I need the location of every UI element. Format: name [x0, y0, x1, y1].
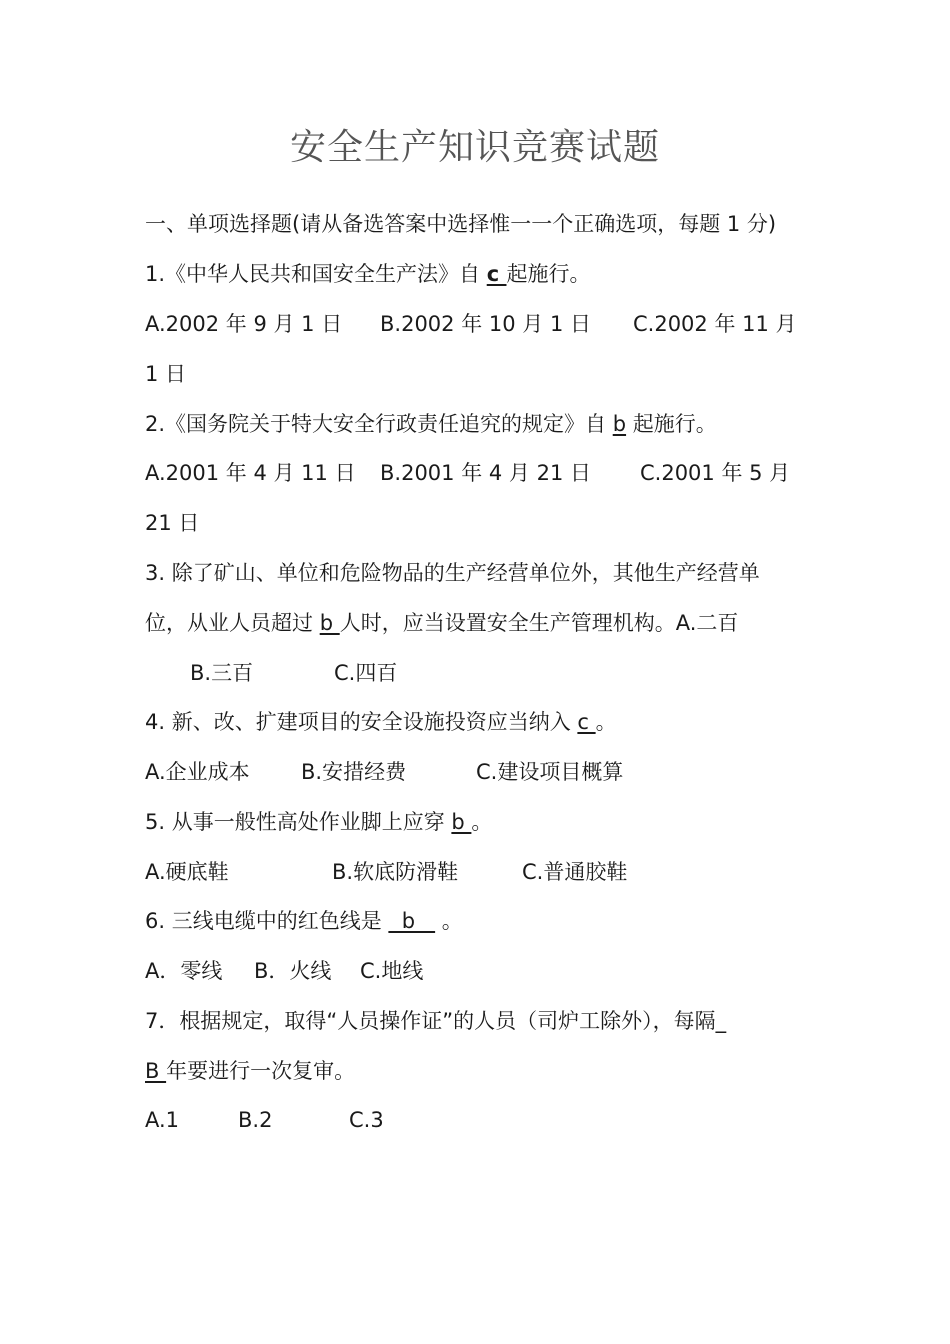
question-4-option-a: A.企业成本	[145, 760, 250, 784]
question-1-option-a: A.2002 年 9 月 1 日	[145, 312, 343, 336]
question-2-option-c-wrap: 21 日	[145, 511, 200, 535]
question-1-stem	[145, 259, 590, 289]
question-1-text: 1.《中华人民共和国安全生产法》自	[145, 262, 487, 286]
question-2-text-end: 起施行。	[626, 412, 717, 436]
question-3-stem-line1: 3. 除了矿山、单位和危险物品的生产经营单位外，其他生产经营单	[145, 561, 760, 585]
question-5-option-b: B.软底防滑鞋	[332, 860, 459, 884]
question-3-stem-line2	[145, 608, 738, 638]
question-1-text-end: 起施行。	[506, 262, 591, 286]
question-7-option-a: A.1	[145, 1108, 180, 1132]
question-4-option-b: B.安措经费	[301, 760, 407, 784]
question-2-option-a: A.2001 年 4 月 11 日	[145, 461, 356, 485]
question-5-text: 5. 从事一般性高处作业脚上应穿	[145, 810, 452, 834]
page-title: 安全生产知识竞赛试题	[289, 127, 660, 168]
question-1-option-b: B.2002 年 10 月 1 日	[380, 312, 591, 336]
question-2-answer: b	[612, 412, 627, 436]
question-2-option-c: C.2001 年 5 月	[640, 461, 791, 485]
question-7-option-c: C.3	[349, 1108, 384, 1132]
question-5-text-end: 。	[471, 810, 493, 834]
question-6-option-c: C.地线	[360, 959, 424, 983]
question-1-option-c-wrap: 1 日	[145, 362, 187, 386]
question-3-option-c: C.四百	[334, 661, 398, 685]
question-7-stem-line2	[145, 1056, 355, 1086]
question-3-answer: b	[319, 611, 340, 635]
question-3-option-b: B.三百	[190, 661, 254, 685]
question-4-text: 4. 新、改、扩建项目的安全设施投资应当纳入	[145, 710, 578, 734]
question-4-text-end: 。	[595, 710, 617, 734]
question-7-option-b: B.2	[238, 1108, 273, 1132]
question-7-text-end: 年要进行一次复审。	[166, 1059, 356, 1083]
question-5-stem	[145, 807, 492, 837]
question-6-option-b: B．火线	[254, 959, 332, 983]
question-6-answer: b	[388, 909, 436, 933]
question-1-answer: c	[486, 262, 507, 286]
question-5-answer: b	[451, 810, 472, 834]
question-3-text-end: 人时，应当设置安全生产管理机构。A.二百	[339, 611, 739, 635]
question-6-option-a: A．零线	[145, 959, 223, 983]
question-7-answer: B	[145, 1059, 167, 1083]
question-4-answer: c	[577, 710, 596, 734]
question-5-option-a: A.硬底鞋	[145, 860, 229, 884]
question-3-text: 位，从业人员超过	[145, 611, 320, 635]
question-2-text: 2.《国务院关于特大安全行政责任追究的规定》自	[145, 412, 613, 436]
section-heading: 一、单项选择题(请从备选答案中选择惟一一个正确选项，每题 1 分)	[145, 212, 777, 236]
question-6-stem	[145, 906, 463, 936]
question-4-option-c: C.建设项目概算	[476, 760, 624, 784]
question-6-text: 6. 三线电缆中的红色线是	[145, 909, 389, 933]
question-1-option-c: C.2002 年 11 月	[633, 312, 797, 336]
question-4-stem	[145, 707, 617, 737]
question-5-option-c: C.普通胶鞋	[522, 860, 628, 884]
question-2-stem	[145, 409, 717, 439]
question-7-stem-line1: 7．根据规定，取得“人员操作证”的人员（司炉工除外），每隔_	[145, 1009, 727, 1033]
question-2-option-b: B.2001 年 4 月 21 日	[380, 461, 591, 485]
question-6-text-end: 。	[435, 909, 463, 933]
